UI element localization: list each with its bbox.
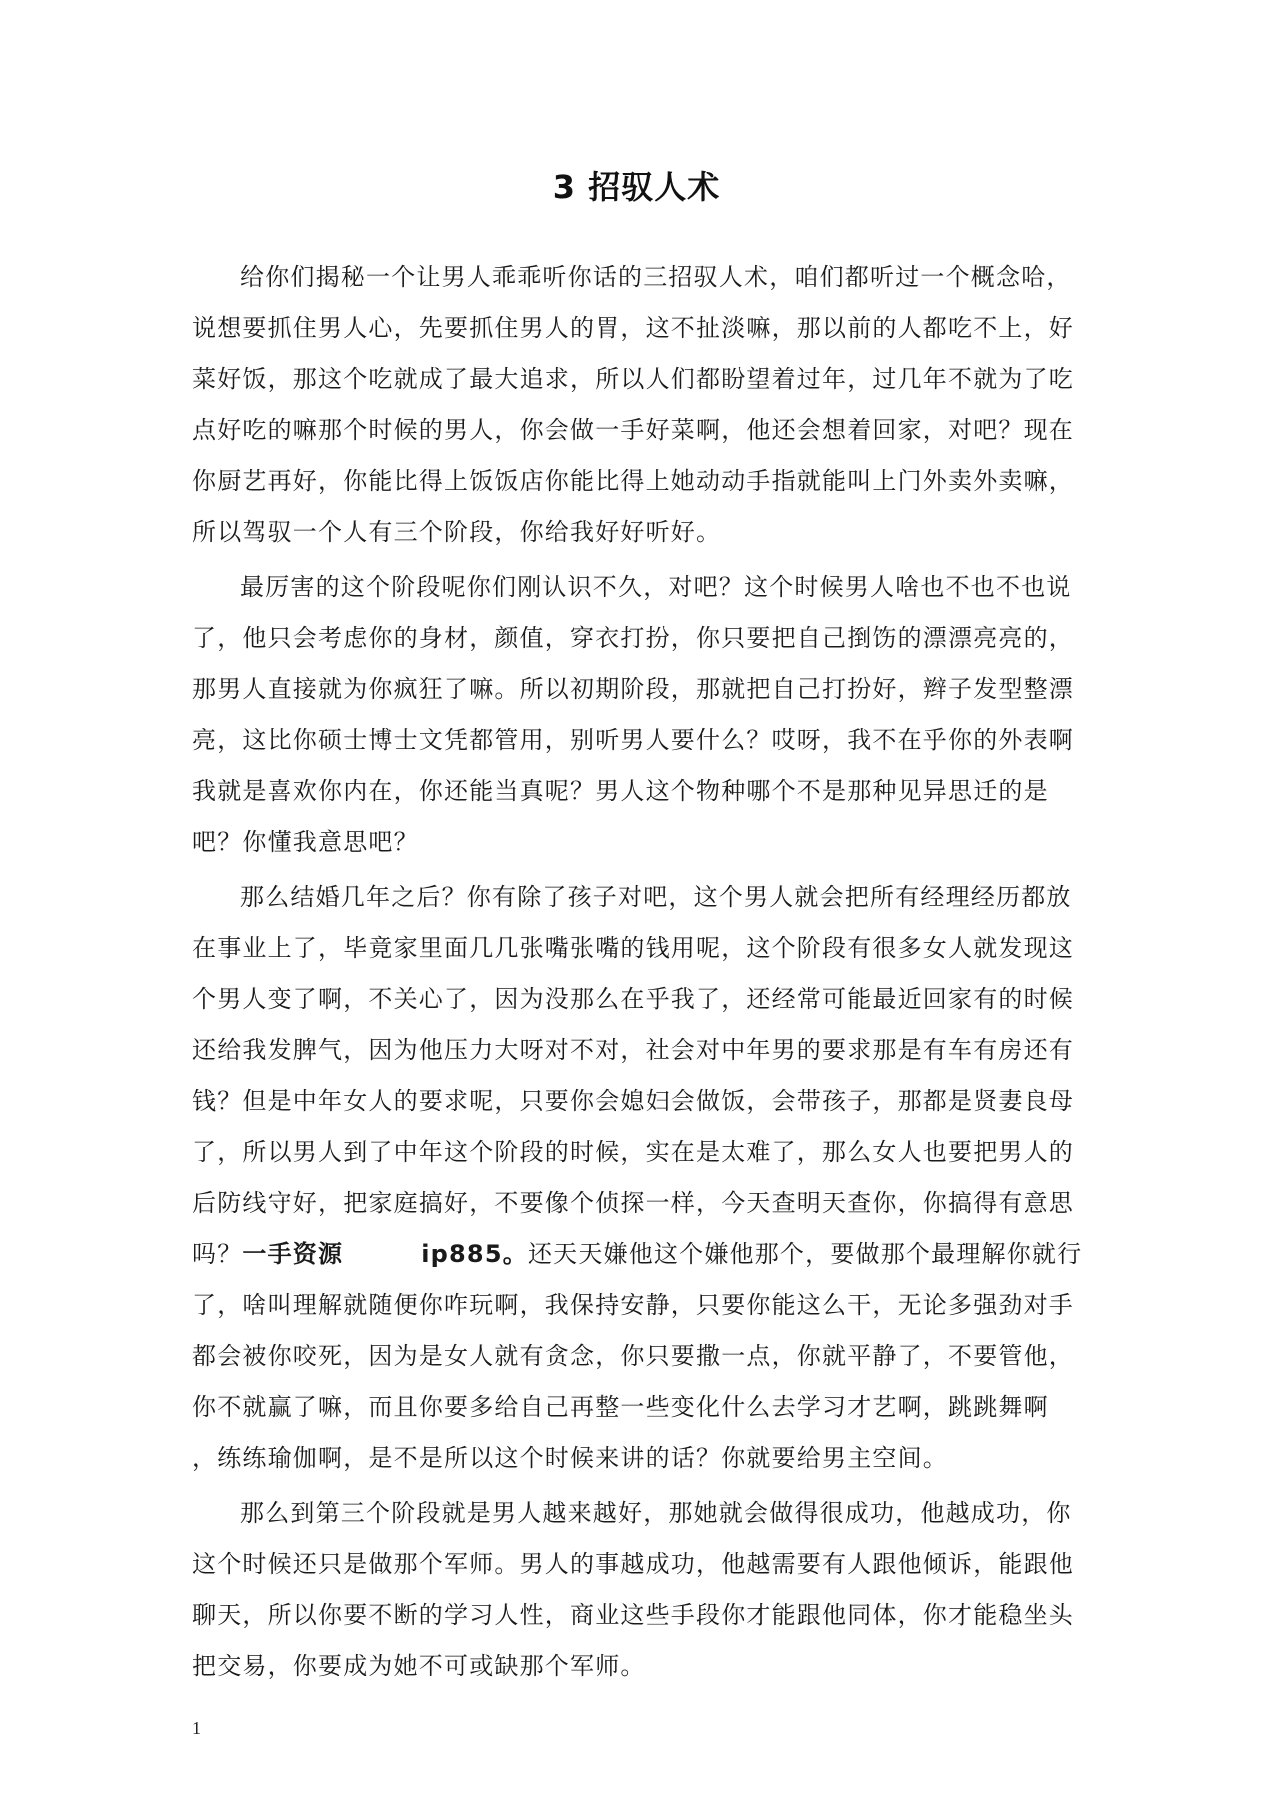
text-line: 在事业上了，毕竟家里面几几张嘴张嘴的钱用呢，这个阶段有很多女人就发现这 xyxy=(192,934,1074,962)
text-line: 菜好饭，那这个吃就成了最大追求，所以人们都盼望着过年，过几年不就为了吃 xyxy=(192,365,1074,393)
text-line: 聊天，所以你要不断的学习人性，商业这些手段你才能跟他同体，你才能稳坐头 xyxy=(192,1601,1074,1629)
text-line: ，练练瑜伽啊，是不是所以这个时候来讲的话？你就要给男主空间。 xyxy=(192,1444,948,1472)
text-line: 说想要抓住男人心，先要抓住男人的胃，这不扯淡嘛，那以前的人都吃不上，好 xyxy=(192,314,1074,342)
resource-tag: 一手资源 xyxy=(242,1240,344,1268)
text-line: 把交易，你要成为她不可或缺那个军师。 xyxy=(192,1652,646,1680)
text-line: 了，他只会考虑你的身材，颜值，穿衣打扮，你只要把自己捯饬的漂漂亮亮的， xyxy=(192,624,1074,652)
text-segment: 吗？ xyxy=(192,1240,243,1268)
resource-id: ip885。 xyxy=(421,1240,528,1268)
text-line: 了，啥叫理解就随便你咋玩啊，我保持安静，只要你能这么干，无论多强劲对手 xyxy=(192,1291,1074,1319)
document-title: 3 招驭人术 xyxy=(552,168,721,206)
paragraph-2 xyxy=(192,562,1080,868)
text-line: 这个时候还只是做那个军师。男人的事越成功，他越需要有人跟他倾诉，能跟他 xyxy=(192,1550,1074,1578)
text-line: 给你们揭秘一个让男人乖乖听你话的三招驭人术，咱们都听过一个概念哈， xyxy=(240,263,1072,291)
text-line: 那么结婚几年之后？你有除了孩子对吧，这个男人就会把所有经理经历都放 xyxy=(240,883,1072,911)
text-line: 我就是喜欢你内在，你还能当真呢？男人这个物种哪个不是那种见异思迁的是 xyxy=(192,777,1049,805)
text-line: 你不就赢了嘛，而且你要多给自己再整一些变化什么去学习才艺啊，跳跳舞啊 xyxy=(192,1393,1049,1421)
text-line: 还给我发脾气，因为他压力大呀对不对，社会对中年男的要求那是有车有房还有 xyxy=(192,1036,1074,1064)
document-body xyxy=(192,252,1083,1696)
text-line: 所以驾驭一个人有三个阶段，你给我好好听好。 xyxy=(192,518,722,546)
text-line: 那男人直接就为你疯狂了嘛。所以初期阶段，那就把自己打扮好，辫子发型整漂 xyxy=(192,675,1074,703)
text-line: 钱？但是中年女人的要求呢，只要你会媳妇会做饭，会带孩子，那都是贤妻良母 xyxy=(192,1087,1074,1115)
text-line: 亮，这比你硕士博士文凭都管用，别听男人要什么？哎呀，我不在乎你的外表啊 xyxy=(192,726,1074,754)
text-line: 那么到第三个阶段就是男人越来越好，那她就会做得很成功，他越成功，你 xyxy=(240,1499,1072,1527)
text-line: 你厨艺再好，你能比得上饭饭店你能比得上她动动手指就能叫上门外卖外卖嘛， xyxy=(192,467,1074,495)
text-line: 最厉害的这个阶段呢你们刚认识不久，对吧？这个时候男人啥也不也不也说 xyxy=(240,573,1072,601)
page-number: 1 xyxy=(192,1718,201,1738)
text-segment: 还天天嫌他这个嫌他那个，要做那个最理解你就行 xyxy=(527,1240,1083,1268)
text-line: 个男人变了啊，不关心了，因为没那么在乎我了，还经常可能最近回家有的时候 xyxy=(192,985,1074,1013)
text-line: 都会被你咬死，因为是女人就有贪念，你只要撒一点，你就平静了，不要管他， xyxy=(192,1342,1074,1370)
paragraph-1 xyxy=(192,252,1080,558)
paragraph-3 xyxy=(192,872,1083,1484)
text-line: 后防线守好，把家庭搞好，不要像个侦探一样，今天查明天查你，你搞得有意思 xyxy=(192,1189,1074,1217)
paragraph-4 xyxy=(192,1488,1080,1692)
text-line-with-watermark xyxy=(192,1229,1083,1280)
text-line: 了，所以男人到了中年这个阶段的时候，实在是太难了，那么女人也要把男人的 xyxy=(192,1138,1074,1166)
text-line: 吧？你懂我意思吧？ xyxy=(192,828,419,856)
text-line: 点好吃的嘛那个时候的男人，你会做一手好菜啊，他还会想着回家，对吧？现在 xyxy=(192,416,1074,444)
